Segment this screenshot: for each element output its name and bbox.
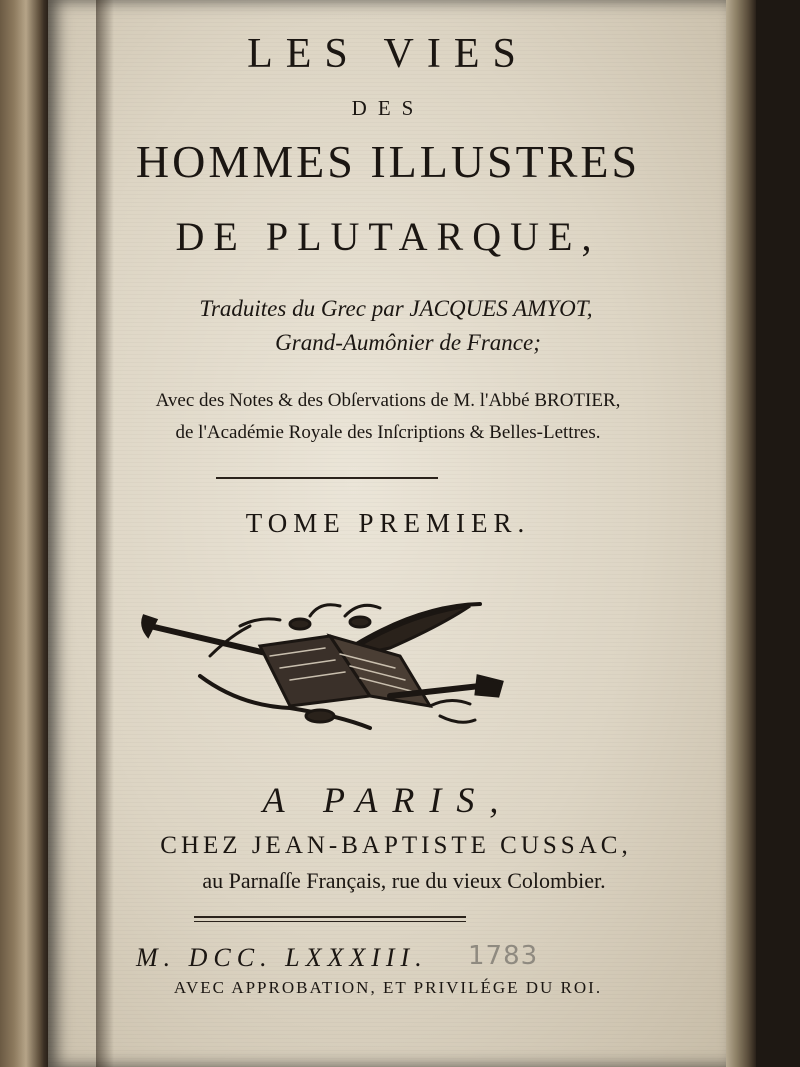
imprint-publisher: CHEZ JEAN-BAPTISTE CUSSAC, (160, 832, 632, 859)
divider-rule (216, 477, 438, 479)
privilege-line: AVEC APPROBATION, ET PRIVILÉGE DU ROI. (173, 978, 603, 997)
title-des: DES (351, 96, 425, 120)
book-page (48, 0, 728, 1067)
background-right (756, 0, 800, 1067)
pencil-annotation: 1783 (468, 941, 539, 971)
page-edges (726, 0, 756, 1067)
notes-line-2: de l'Académie Royale des Inſcriptions & Belles-Lettres. (175, 422, 601, 443)
translator-line-1: Traduites du Grec par JACQUES AMYOT, (199, 296, 593, 321)
imprint-address: au Parnaſſe Français, rue du vieux Colombier. (202, 868, 606, 893)
imprint-place: A PARIS, (262, 780, 514, 820)
title-line-2: HOMMES ILLUSTRES (135, 136, 641, 187)
notes-line-1: Avec des Notes & des Obſervations de M. l'Abbé BROTIER, (155, 390, 621, 411)
double-rule (194, 916, 466, 922)
imprint-date: M. DCC. LXXXIII. (136, 943, 428, 972)
title-line-1: LES VIES (247, 31, 529, 77)
printers-ornament-icon (140, 596, 510, 741)
translator-line-2: Grand-Aumônier de France; (275, 330, 541, 355)
volume-heading: TOME PREMIER. (245, 508, 531, 538)
title-line-3: DE PLUTARQUE, (175, 214, 601, 259)
